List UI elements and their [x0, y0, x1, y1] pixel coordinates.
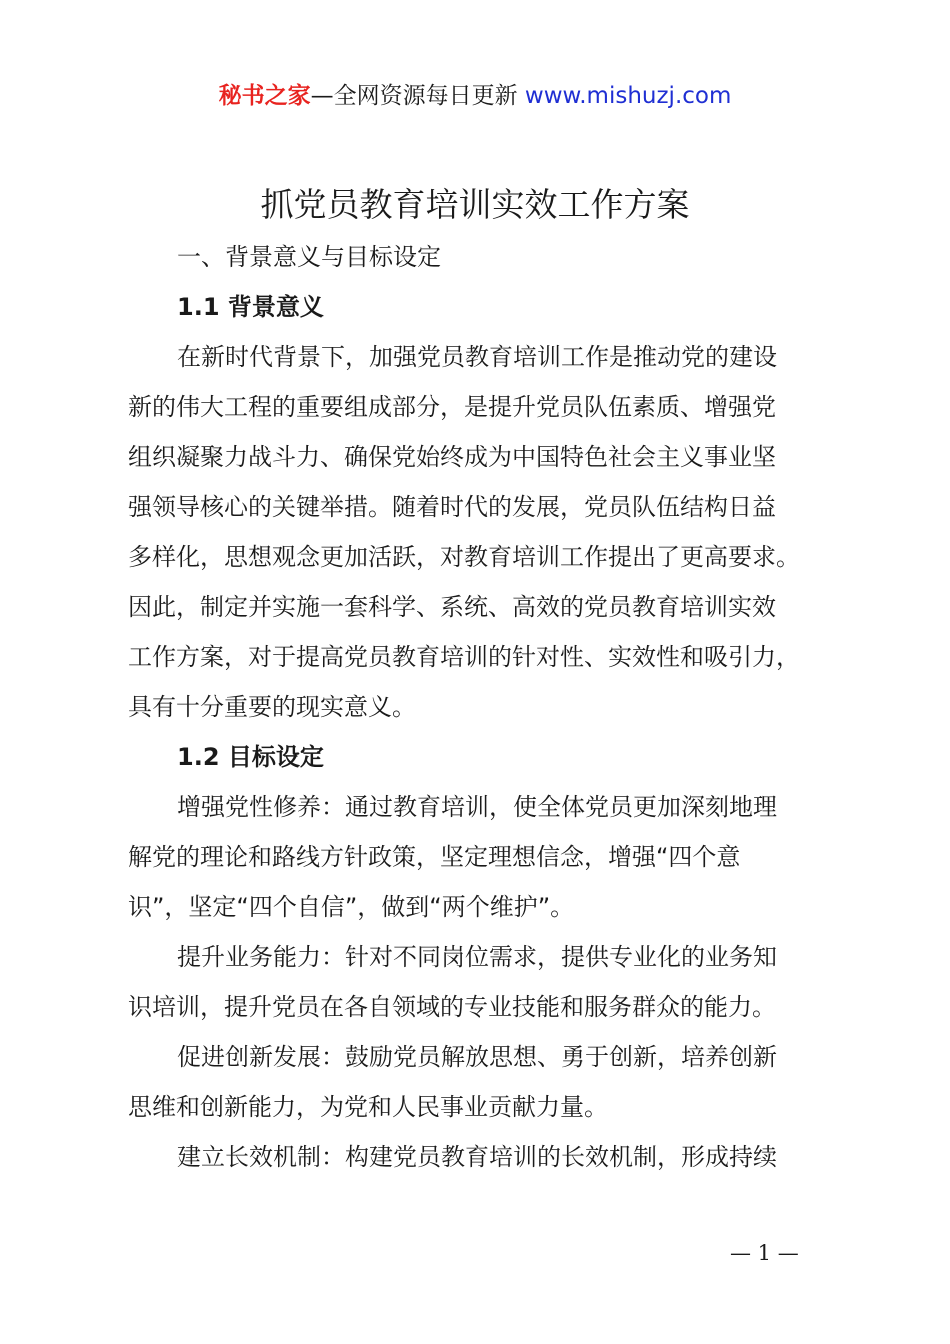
goal-paragraph-long-term-mechanism [128, 1132, 836, 1182]
header-tagline: —全网资源每日更新 [310, 83, 525, 109]
text-line: 在新时代背景下，加强党员教育培训工作是推动党的建设 [177, 343, 777, 371]
site-url-link[interactable]: www.mishuzj.com [524, 83, 732, 109]
text-line: 识”，坚定“四个自信”，做到“两个维护”。 [128, 893, 575, 921]
text-line: 解党的理论和路线方针政策，坚定理想信念，增强“四个意 [128, 843, 741, 871]
text-line: 强领导核心的关键举措。随着时代的发展，党员队伍结构日益 [128, 493, 776, 521]
subsection-heading-1-1: 1.1 背景意义 [177, 293, 324, 321]
text-line: 因此，制定并实施一套科学、系统、高效的党员教育培训实效 [128, 593, 776, 621]
background-paragraph [128, 332, 836, 732]
text-line: 识培训，提升党员在各自领域的专业技能和服务群众的能力。 [128, 993, 776, 1021]
text-line: 组织凝聚力战斗力、确保党始终成为中国特色社会主义事业坚 [128, 443, 776, 471]
goal-paragraph-business-ability [128, 932, 836, 1032]
text-line: 工作方案，对于提高党员教育培训的针对性、实效性和吸引力， [128, 643, 800, 671]
text-line: 增强党性修养：通过教育培训，使全体党员更加深刻地理 [177, 793, 777, 821]
text-line: 思维和创新能力，为党和人民事业贡献力量。 [128, 1093, 608, 1121]
document-title: 抓党员教育培训实效工作方案 [260, 185, 690, 224]
site-header [0, 78, 950, 114]
text-line: 多样化，思想观念更加活跃，对教育培训工作提出了更高要求。 [128, 543, 800, 571]
page-number: — 1 — [730, 1241, 799, 1265]
text-line: 新的伟大工程的重要组成部分，是提升党员队伍素质、增强党 [128, 393, 776, 421]
goal-paragraph-party-spirit [128, 782, 836, 932]
text-line: 促进创新发展：鼓励党员解放思想、勇于创新，培养创新 [177, 1043, 777, 1071]
section-heading-1: 一、背景意义与目标设定 [177, 243, 441, 271]
document-body [128, 232, 836, 1182]
text-line: 提升业务能力：针对不同岗位需求，提供专业化的业务知 [177, 943, 777, 971]
brand-name: 秘书之家 [218, 83, 311, 109]
goal-paragraph-innovation [128, 1032, 836, 1132]
text-line: 建立长效机制：构建党员教育培训的长效机制，形成持续 [177, 1143, 777, 1171]
text-line: 具有十分重要的现实意义。 [128, 693, 416, 721]
subsection-heading-1-2: 1.2 目标设定 [177, 743, 324, 771]
